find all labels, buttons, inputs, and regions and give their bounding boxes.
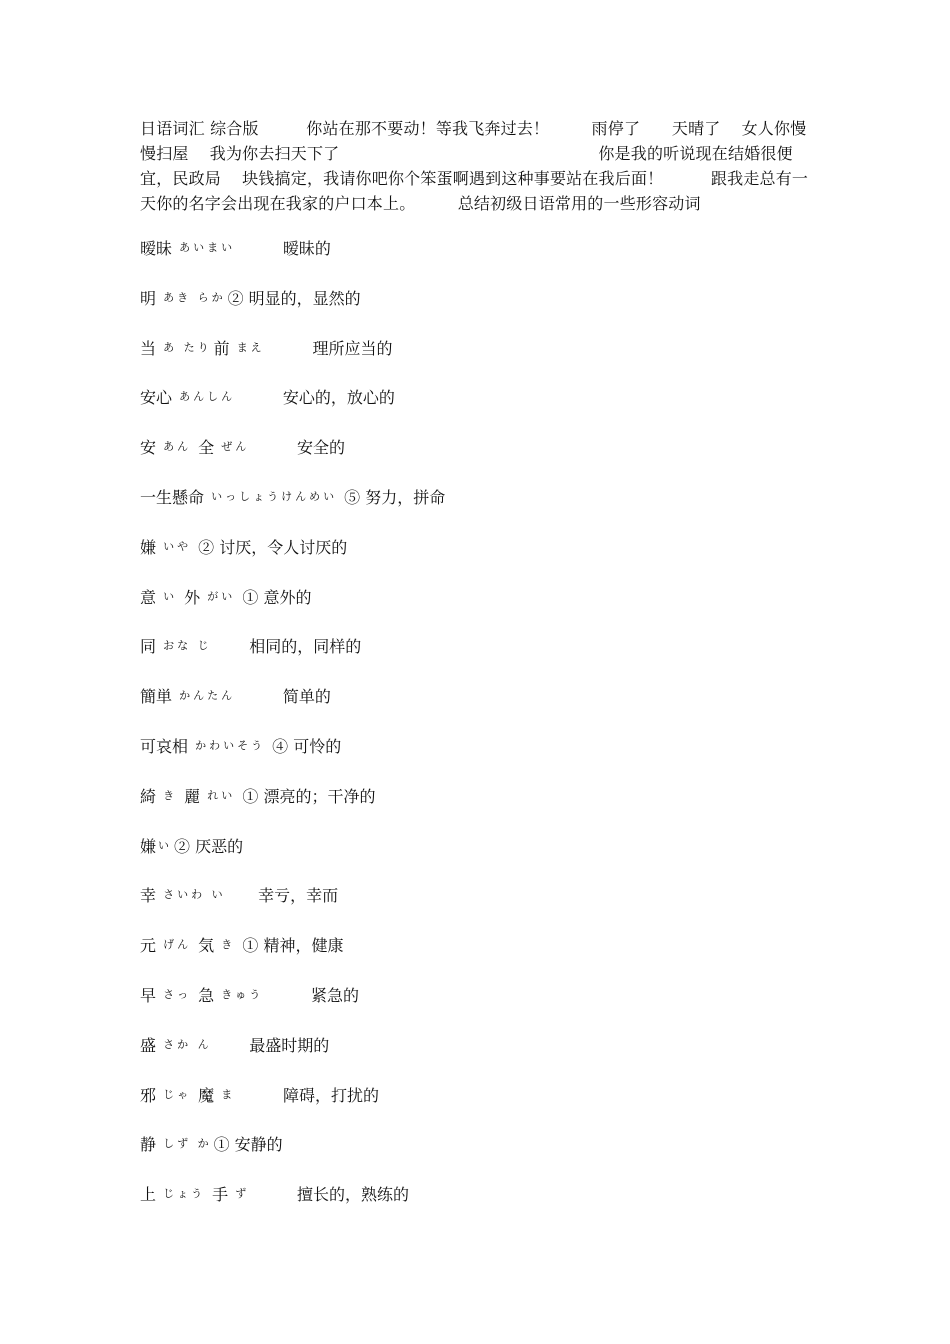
vocab-reading: さか ん	[163, 1037, 212, 1051]
vocab-kanji: 暧昧	[140, 239, 178, 258]
vocab-meaning: ⑤ 努力，拼命	[339, 487, 446, 507]
vocab-kanji: 同	[140, 637, 162, 657]
vocab-reading: じょう	[163, 1187, 206, 1201]
vocab-entry	[140, 686, 820, 736]
vocab-entry	[140, 487, 820, 537]
vocab-kanji: 麗	[179, 786, 206, 806]
vocab-reading: げん	[163, 938, 192, 952]
vocab-reading: さっ	[163, 987, 192, 1001]
vocab-reading: おな じ	[163, 639, 212, 653]
vocab-meaning: 暧昧的	[237, 239, 331, 258]
vocab-kanji: 魔	[193, 1085, 220, 1105]
vocab-kanji: 幸	[140, 886, 162, 906]
vocab-kanji: 当	[140, 338, 162, 358]
document-page	[140, 116, 820, 1234]
vocab-entry	[140, 836, 820, 886]
vocab-meaning: 理所应当的	[266, 338, 393, 358]
vocab-entry	[140, 985, 820, 1035]
vocab-entry	[140, 587, 820, 637]
vocab-kanji: 意	[140, 587, 162, 607]
vocab-reading: あき らか	[163, 290, 226, 304]
vocab-reading: がい	[207, 589, 236, 603]
vocab-reading: き	[221, 938, 236, 952]
vocab-kanji: 盛	[140, 1035, 162, 1055]
vocab-reading: いっしょうけんめい	[211, 489, 338, 503]
vocab-meaning: 紧急的	[265, 985, 360, 1005]
vocab-reading: じゃ	[163, 1087, 192, 1101]
vocab-meaning: 幸亏，幸而	[227, 886, 339, 906]
vocab-kanji: 上	[140, 1185, 162, 1205]
vocab-kanji: 急	[193, 985, 220, 1005]
vocab-reading: あ たり	[163, 340, 212, 354]
vocab-kanji: 外	[179, 587, 206, 607]
vocab-entry	[140, 736, 820, 786]
vocab-reading: あいまい	[179, 241, 236, 254]
vocab-reading: さいわ い	[163, 888, 226, 902]
vocab-meaning: ④ 可怜的	[267, 736, 342, 756]
vocab-entry	[140, 885, 820, 935]
vocab-reading: い	[163, 589, 178, 603]
vocab-entry	[140, 537, 820, 587]
vocab-reading: かんたん	[179, 689, 236, 703]
vocab-reading: まえ	[236, 340, 265, 354]
vocab-kanji: 安	[140, 438, 162, 458]
vocab-entry	[140, 1134, 820, 1184]
vocab-meaning: 简单的	[237, 687, 331, 707]
vocab-entry	[140, 935, 820, 985]
vocab-meaning: ② 明显的，显然的	[227, 288, 361, 308]
vocab-kanji: 気	[193, 936, 220, 956]
vocab-kanji: 嫌	[140, 537, 162, 557]
vocab-entry	[140, 238, 820, 288]
vocab-entry	[140, 437, 820, 487]
vocab-reading: あんしん	[179, 390, 236, 404]
vocab-entry	[140, 387, 820, 437]
vocab-kanji: 可哀相	[140, 736, 194, 756]
vocab-meaning: 障碍，打扰的	[237, 1085, 380, 1105]
vocab-meaning: ① 安静的	[213, 1135, 283, 1155]
vocab-meaning: 擅长的，熟练的	[251, 1185, 410, 1205]
vocab-entry	[140, 1035, 820, 1085]
vocab-kanji: 全	[193, 438, 220, 458]
vocab-reading: ま	[221, 1087, 236, 1101]
vocab-reading: かわいそう	[195, 738, 266, 752]
vocab-reading: いや	[163, 539, 192, 553]
vocab-reading: あん	[163, 440, 192, 454]
vocab-reading: ず	[235, 1187, 250, 1201]
vocab-entry	[140, 636, 820, 686]
vocab-entry	[140, 786, 820, 836]
vocab-kanji: 綺	[140, 786, 162, 806]
vocab-kanji: 明	[140, 288, 162, 308]
vocab-kanji: 静	[140, 1135, 162, 1155]
vocab-meaning: ② 讨厌，令人讨厌的	[193, 537, 348, 557]
vocab-meaning: 安全的	[251, 438, 346, 458]
vocab-entry	[140, 288, 820, 338]
vocab-meaning: 安心的，放心的	[237, 388, 395, 408]
intro-paragraph: 日语词汇 综合版 你站在那不要动！等我飞奔过去！ 雨停了 天晴了 女人你慢慢扫屋 我为你去扫天下了 你是我的听说现在结婚很便宜，民政局 块钱搞定，我请你吧你个笨蛋啊遇到这种事要站在我后面！ 跟我走总有一天你的名字会出现在我家的户口本上。 总结初级日语常用的一些形容动词	[140, 119, 809, 213]
vocab-kanji: 安心	[140, 388, 178, 408]
vocab-meaning: ① 漂亮的；干净的	[237, 786, 376, 806]
vocab-reading: ぜん	[221, 440, 250, 454]
vocab-kanji: 嫌	[140, 836, 157, 856]
vocab-meaning: 最盛时期的	[213, 1035, 330, 1055]
vocab-kanji: 前	[213, 338, 235, 358]
vocab-kanji: 簡単	[140, 687, 178, 707]
vocab-reading: い	[158, 838, 173, 852]
vocab-kanji: 邪	[140, 1085, 162, 1105]
vocab-reading: れい	[207, 788, 236, 802]
vocab-kanji: 手	[207, 1185, 234, 1205]
vocab-reading: きゅう	[221, 987, 264, 1001]
vocab-reading: き	[163, 788, 178, 802]
vocab-meaning: ① 意外的	[237, 587, 312, 607]
vocab-meaning: ① 精神，健康	[237, 936, 344, 956]
vocab-kanji: 元	[140, 936, 162, 956]
vocab-kanji: 一生懸命	[140, 487, 210, 507]
vocab-list	[140, 238, 820, 1234]
vocab-entry	[140, 1085, 820, 1135]
vocab-entry	[140, 1184, 820, 1234]
vocab-kanji: 早	[140, 985, 162, 1005]
vocab-reading: しず か	[163, 1137, 212, 1151]
vocab-entry	[140, 338, 820, 388]
vocab-meaning: 相同的，同样的	[213, 637, 362, 657]
vocab-meaning: ② 厌恶的	[174, 836, 244, 856]
